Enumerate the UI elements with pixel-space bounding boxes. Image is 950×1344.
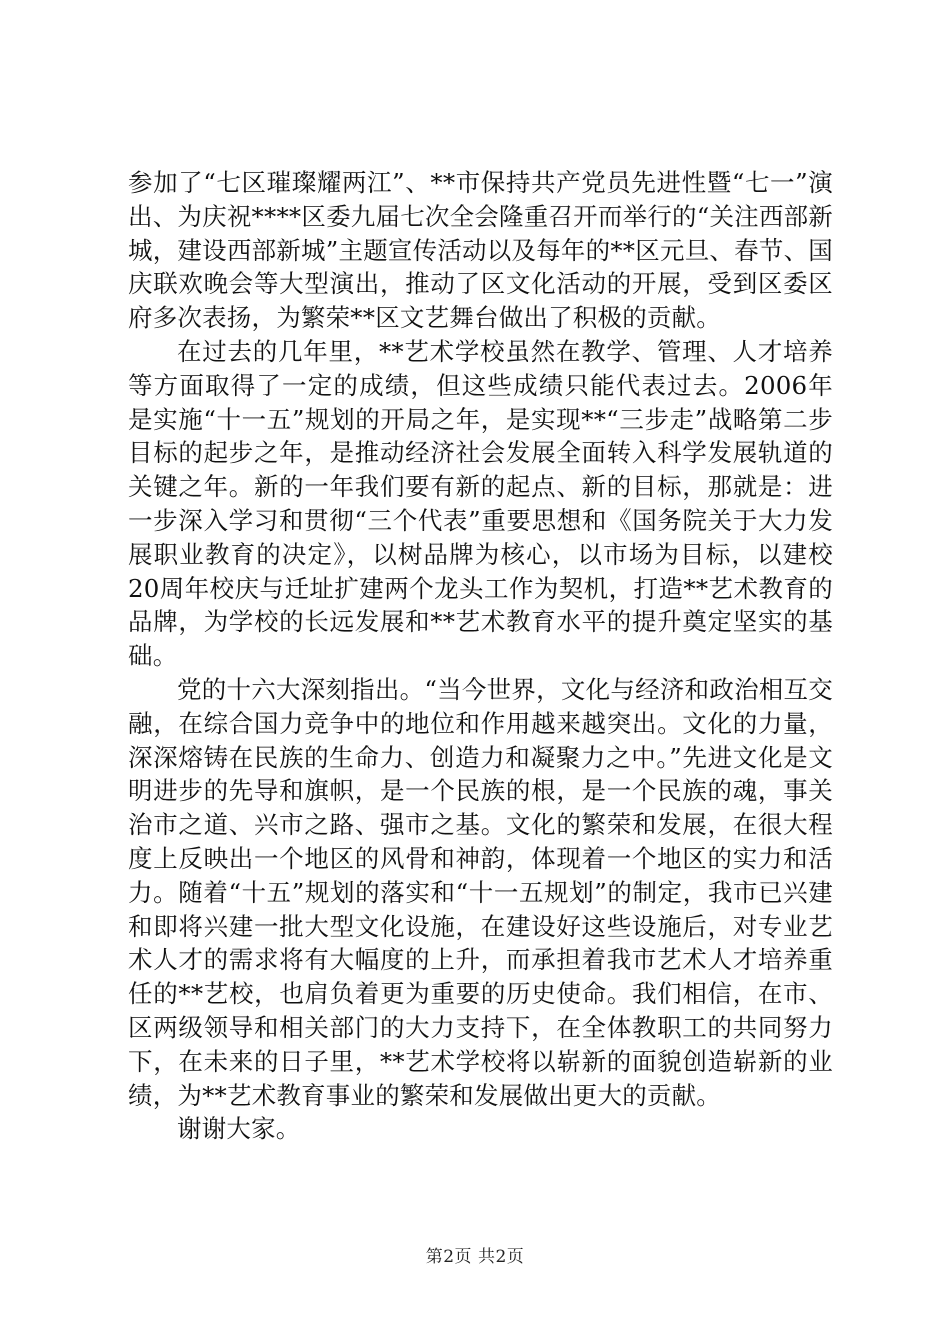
document-body: [128, 166, 833, 1146]
paragraph-sixteenth-congress: 党的十六大深刻指出。“当今世界，文化与经济和政治相互交融，在综合国力竞争中的地位和作用越来越突出。文化的力量，深深熔铸在民族的生命力、创造力和凝聚力之中。”先进文化是文明进步的先导和旗帜，是一个民族的根，是一个民族的魂，事关治市之道、兴市之路、强市之基。文化的繁荣和发展，在很大程度上反映出一个地区的风骨和神韵，体现着一个地区的实力和活力。随着“十五”规划的落实和“十一五规划”的制定，我市已兴建和即将兴建一批大型文化设施，在建设好这些设施后，对专业艺术人才的需求将有大幅度的上升，而承担着我市艺术人才培养重任的**艺校，也肩负着更为重要的历史使命。我们相信，在市、区两级领导和相关部门的大力支持下，在全体教职工的共同努力下，在未来的日子里，**艺术学校将以崭新的面貌创造崭新的业绩，为**艺术教育事业的繁荣和发展做出更大的贡献。: [128, 674, 833, 1110]
page-number-footer: 第2页 共2页: [425, 1247, 525, 1267]
paragraph-continuation: 参加了“七区璀璨耀两江”、**市保持共产党员先进性暨“七一”演出、为庆祝****区委九届七次全会隆重召开而举行的“关注西部新城，建设西部新城”主题宣传活动以及每年的**区元旦、春节、国庆联欢晚会等大型演出，推动了区文化活动的开展，受到区委区府多次表扬，为繁荣**区文艺舞台做出了积极的贡献。: [128, 168, 833, 333]
paragraph-past-years: 在过去的几年里，**艺术学校虽然在教学、管理、人才培养等方面取得了一定的成绩，但这些成绩只能代表过去。2006年是实施“十一五”规划的开局之年，是实现**“三步走”战略第二步目标的起步之年，是推动经济社会发展全面转入科学发展轨道的关键之年。新的一年我们要有新的起点、新的目标，那就是：进一步深入学习和贯彻“三个代表”重要思想和《国务院关于大力发展职业教育的决定》，以树品牌为核心，以市场为目标，以建校20周年校庆与迁址扩建两个龙头工作为契机，打造**艺术教育的品牌，为学校的长远发展和**艺术教育水平的提升奠定坚实的基础。: [128, 336, 833, 671]
paragraph-thanks: 谢谢大家。: [177, 1114, 301, 1144]
